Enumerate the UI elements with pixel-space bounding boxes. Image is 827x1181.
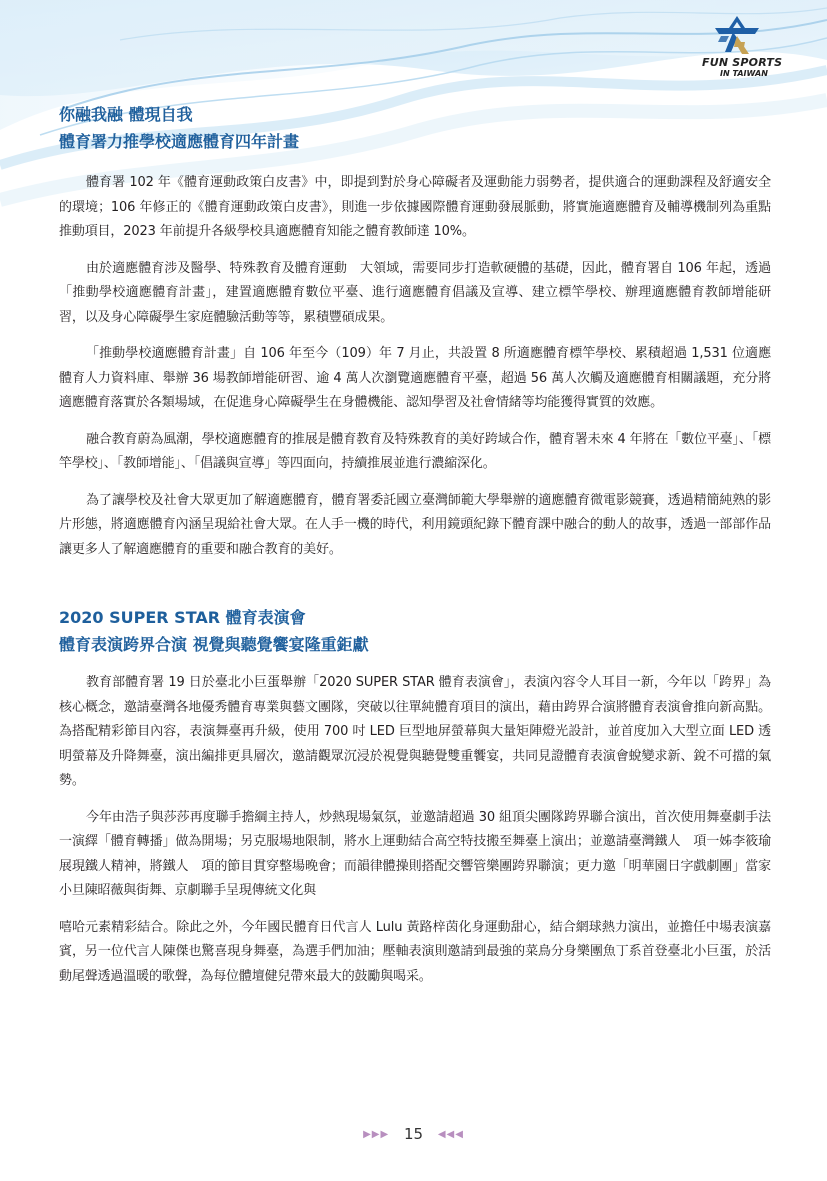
- page-footer: [0, 1125, 827, 1143]
- section1-paragraph: 為了讓學校及社會大眾更加了解適應體育，體育署委託國立臺灣師範大學舉辦的適應體育微電影競賽，透過精簡純熟的影片形態，將適應體育內涵呈現給社會大眾。在人手一機的時代，利用鏡頭紀錄下體育課中融合的動人的故事，透過一部部作品讓更多人了解適應體育的重要和融合教育的美好。: [59, 492, 771, 557]
- section2-paragraph: 教育部體育署 19 日於臺北小巨蛋舉辦「2020 SUPER STAR 體育表演會」，表演內容令人耳目一新，今年以「跨界」為核心概念，邀請臺灣各地優秀體育專業與藝文團隊，突破以往單純體育項目的演出，藉由跨界合演將體育表演會推向新高點。為搭配精彩節目內容，表演舞臺再升級，使用 700 吋 LED 巨型地屏螢幕與大量矩陣燈光設計，並首度加入大型立面 LED 透明螢幕及升降舞臺，演出編排更具層次，邀請觀眾沉浸於視覺與聽覺雙重饗宴，共同見證體育表演會蛻變求新、銳不可擋的氣勢。: [59, 675, 771, 788]
- pager-arrows-right-icon: ◀◀◀: [437, 1129, 464, 1140]
- section-super-star: [59, 604, 771, 989]
- section1-paragraph: 由於適應體育涉及醫學、特殊教育及體育運動 大領域，需要同步打造軟硬體的基礎，因此，體育署自 106 年起，透過「推動學校適應體育計畫」，建置適應體育數位平臺、進行適應體育倡議及宣導、建立標竿學校、辦理適應體育教師增能研習，以及身心障礙學生家庭體驗活動等等，累積豐碩成果。: [59, 260, 771, 325]
- section-adaptive-pe: [59, 101, 771, 562]
- section1-subtitle: 體育署力推學校適應體育四年計畫: [59, 132, 300, 151]
- section1-paragraph: 體育署 102 年《體育運動政策白皮書》中，即提到對於身心障礙者及運動能力弱勢者，提供適合的運動課程及舒適安全的環境；106 年修正的《體育運動政策白皮書》，則進一步依據國際體育運動發展脈動，將實施適應體育及輔導機制列為重點推動項目，2023 年前提升各級學校具適應體育知能之體育教師達 10%。: [59, 175, 771, 239]
- section2-title: 2020 SUPER STAR 體育表演會: [59, 608, 306, 627]
- pager-arrows-left-icon: ▶▶▶: [363, 1129, 390, 1140]
- logo-text-line1: FUN SPORTS: [702, 56, 783, 69]
- section2-subtitle: 體育表演跨界合演 視覺與聽覺饗宴隆重鉅獻: [59, 635, 369, 654]
- page-number: 15: [403, 1125, 424, 1143]
- article-content: [59, 101, 771, 989]
- section1-paragraph: 「推動學校適應體育計畫」自 106 年至今（109）年 7 月止，共設置 8 所適應體育標竿學校、累積超過 1,531 位適應體育人力資料庫、舉辦 36 場教師增能研習、逾 4 萬人次瀏覽適應體育平臺，超過 56 萬人次觸及適應體育相關議題，充分將適應體育落實於各類場域，在促進身心障礙學生在身體機能、認知學習及社會情緒等均能獲得實質的效應。: [59, 346, 771, 410]
- logo-text-line2: IN TAIWAN: [720, 69, 768, 78]
- fun-sports-logo-icon: [711, 14, 763, 56]
- section1-title: 你融我融 體現自我: [59, 105, 193, 124]
- section1-paragraph: 融合教育蔚為風潮，學校適應體育的推展是體育教育及特殊教育的美好跨域合作，體育署未來 4 年將在「數位平臺」、「標竿學校」、「教師增能」、「倡議與宣導」等四面向，持續推展並進行濃縮深化。: [59, 431, 771, 471]
- fun-sports-logo: [702, 14, 783, 78]
- section2-paragraph: 嘻哈元素精彩結合。除此之外，今年國民體育日代言人 Lulu 黃路梓茵化身運動甜心，結合網球熱力演出，並擔任中場表演嘉賓，另一位代言人陳傑也驚喜現身舞臺，為選手們加油；壓軸表演則邀請到最強的菜鳥分身樂團魚丁系首登臺北小巨蛋，於活動尾聲透過溫暖的歌聲，為每位體壇健兒帶來最大的鼓勵與喝采。: [59, 919, 771, 984]
- section2-paragraph: 今年由浩子與莎莎再度聯手擔綱主持人，炒熱現場氣氛，並邀請超過 30 組頂尖團隊跨界聯合演出，首次使用舞臺劇手法一演繹「體育轉播」做為開場；另克服場地限制，將水上運動結合高空特技搬至舞臺上演出；並邀請臺灣鐵人 項一姊李筱瑜展現鐵人精神，將鐵人 項的節目貫穿整場晚會；而韻律體操則搭配交響管樂團跨界聯演；更力邀「明華園日字戲劇團」當家小旦陳昭薇與街舞、京劇聯手呈現傳統文化與: [59, 809, 771, 898]
